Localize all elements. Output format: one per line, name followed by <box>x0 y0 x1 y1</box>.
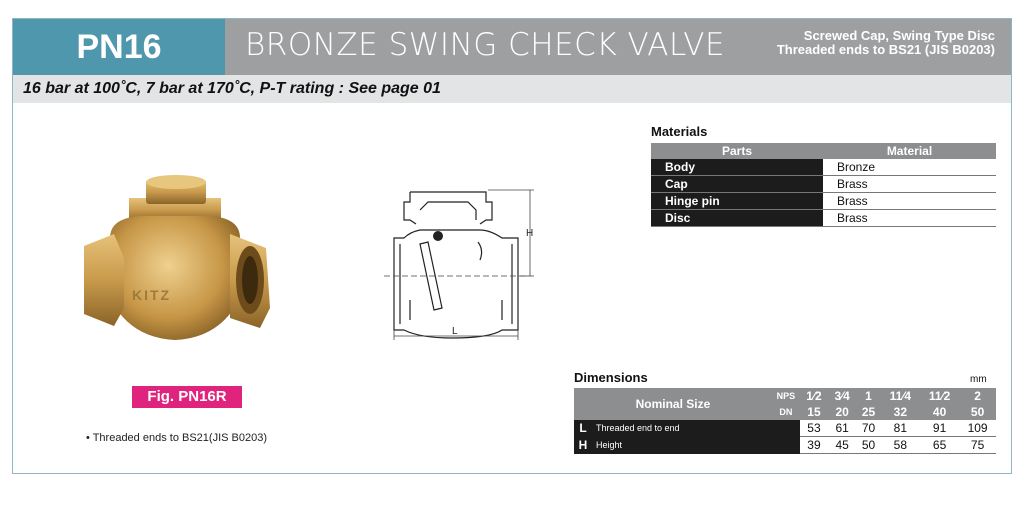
table-row <box>574 420 996 437</box>
material-name: Brass <box>823 210 996 227</box>
material-name: Brass <box>823 193 996 210</box>
dn-value: 32 <box>881 404 920 420</box>
subtitle-line1: Screwed Cap, Swing Type Disc <box>803 28 995 43</box>
dimensions-unit: mm <box>970 374 987 385</box>
dim-value: 61 <box>828 420 856 437</box>
page-title: BRONZE SWING CHECK VALVE <box>245 27 726 63</box>
header <box>13 19 1011 75</box>
material-name: Bronze <box>823 159 996 176</box>
table-row <box>651 159 996 176</box>
brand-logo: KITZ <box>132 287 172 303</box>
dim-value: 81 <box>881 420 920 437</box>
dn-value: 40 <box>920 404 959 420</box>
dimensions-table <box>574 388 996 454</box>
nps-value: 2 <box>959 388 996 404</box>
nps-value: 3⁄4 <box>828 388 856 404</box>
dim-desc: Height <box>592 437 800 454</box>
section-drawing <box>380 180 540 342</box>
dim-value: 75 <box>959 437 996 454</box>
dn-value: 15 <box>800 404 828 420</box>
part-name: Disc <box>651 210 823 227</box>
material-name: Brass <box>823 176 996 193</box>
materials-title: Materials <box>651 124 708 139</box>
dim-value: 70 <box>856 420 881 437</box>
dn-value: 50 <box>959 404 996 420</box>
dim-value: 39 <box>800 437 828 454</box>
nps-value: 1 <box>856 388 881 404</box>
dim-code: H <box>574 437 592 454</box>
figure-label: Fig. PN16R <box>132 386 242 408</box>
dn-label: DN <box>772 404 800 420</box>
table-row <box>651 210 996 227</box>
part-name: Hinge pin <box>651 193 823 210</box>
dim-code: L <box>574 420 592 437</box>
part-name: Body <box>651 159 823 176</box>
table-row <box>651 176 996 193</box>
dim-value: 53 <box>800 420 828 437</box>
dim-value: 109 <box>959 420 996 437</box>
dim-value: 91 <box>920 420 959 437</box>
pressure-rating: 16 bar at 100˚C, 7 bar at 170˚C, P-T rating : See page 01 <box>13 75 1011 103</box>
nps-value: 11⁄2 <box>920 388 959 404</box>
dim-value: 50 <box>856 437 881 454</box>
dn-value: 20 <box>828 404 856 420</box>
nps-value: 11⁄4 <box>881 388 920 404</box>
dim-label-l: L <box>452 326 458 337</box>
nps-label: NPS <box>772 388 800 404</box>
dim-value: 58 <box>881 437 920 454</box>
dimensions-title: Dimensions <box>574 370 648 385</box>
dn-value: 25 <box>856 404 881 420</box>
dim-value: 65 <box>920 437 959 454</box>
dim-label-h: H <box>526 228 534 239</box>
nps-value: 1⁄2 <box>800 388 828 404</box>
materials-table <box>651 143 996 227</box>
part-name: Cap <box>651 176 823 193</box>
dim-desc: Threaded end to end <box>592 420 800 437</box>
title-bar <box>225 19 1011 75</box>
figure-note: • Threaded ends to BS21(JIS B0203) <box>86 432 267 444</box>
dim-value: 45 <box>828 437 856 454</box>
valve-photo <box>70 158 280 348</box>
series-code: PN16 <box>13 19 225 75</box>
table-row <box>574 437 996 454</box>
table-row <box>651 193 996 210</box>
nominal-size-header: Nominal Size <box>574 388 772 420</box>
subtitle-line2: Threaded ends to BS21 (JIS B0203) <box>776 42 995 57</box>
materials-header-material: Material <box>823 143 996 159</box>
materials-header-parts: Parts <box>651 143 823 159</box>
subtitle <box>777 29 995 57</box>
